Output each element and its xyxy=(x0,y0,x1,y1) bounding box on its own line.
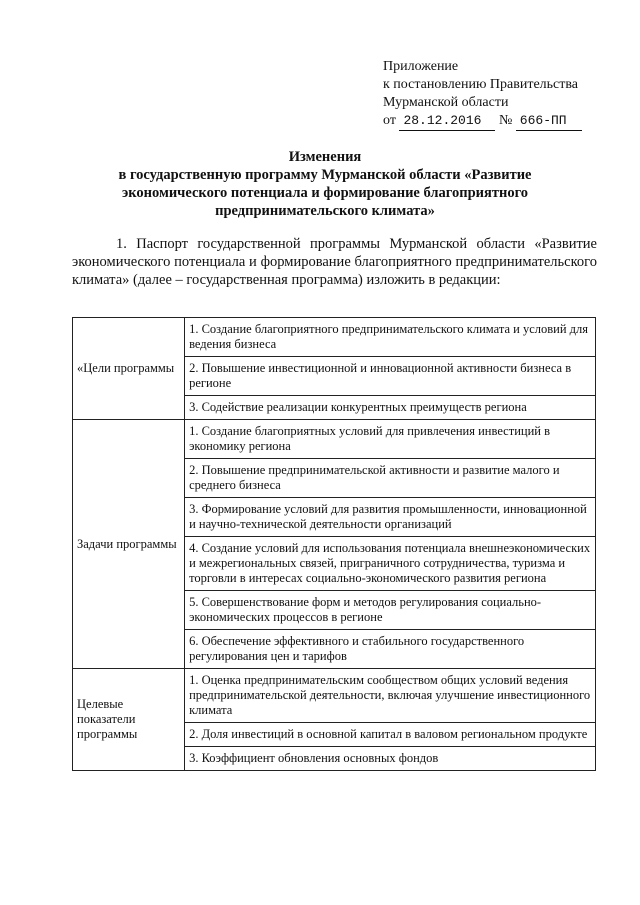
table-row xyxy=(73,420,596,459)
document-title xyxy=(90,148,560,220)
title-line-2: в государственную программу Мурманской области «Развитие xyxy=(118,167,532,183)
goal-item-1: 1. Создание благоприятного предпринимательского климата и условий для ведения бизнеса xyxy=(185,318,596,357)
intro-text: 1. Паспорт государственной программы Мурманской области «Развитие экономического потенциала и формирование благоприятного предпринимательского климата» (далее – государственная программа) изложить в редакции: xyxy=(72,236,597,288)
program-passport-table xyxy=(72,317,596,771)
table-row xyxy=(73,669,596,723)
table-row xyxy=(73,318,596,357)
indicator-item-1: 1. Оценка предпринимательским сообществом общих условий ведения предпринимательской деятельности, включая улучшение инвестиционного климата xyxy=(185,669,596,723)
resolution-date: 28.12.2016 xyxy=(399,112,495,131)
appendix-line-3: Мурманской области xyxy=(383,95,509,110)
task-item-5: 5. Совершенствование форм и методов регулирования социально-экономических процессов в регионе xyxy=(185,591,596,630)
appendix-line-2: к постановлению Правительства xyxy=(383,77,579,92)
task-item-6: 6. Обеспечение эффективного и стабильного государственного регулирования цен и тарифов xyxy=(185,630,596,669)
appendix-block xyxy=(383,58,582,131)
indicator-item-2: 2. Доля инвестиций в основной капитал в валовом региональном продукте xyxy=(185,723,596,747)
title-line-3: экономического потенциала и формирование благоприятного xyxy=(121,185,529,201)
number-label: № xyxy=(498,113,513,128)
indicator-item-3: 3. Коэффициент обновления основных фондов xyxy=(185,747,596,771)
appendix-date-number-line xyxy=(383,112,582,131)
from-label: от xyxy=(383,113,396,128)
indicators-label: Целевые показатели программы xyxy=(73,669,185,771)
goal-item-2: 2. Повышение инвестиционной и инновационной активности бизнеса в регионе xyxy=(185,357,596,396)
task-item-1: 1. Создание благоприятных условий для привлечения инвестиций в экономику региона xyxy=(185,420,596,459)
task-item-4: 4. Создание условий для использования потенциала внешнеэкономических и межрегиональных связей, приграничного сотрудничества, туризма и торговли в интересах социально-экономического развития региона xyxy=(185,537,596,591)
appendix-line-1: Приложение xyxy=(383,59,459,74)
goal-item-3: 3. Содействие реализации конкурентных преимуществ региона xyxy=(185,396,596,420)
tasks-label: Задачи программы xyxy=(73,420,185,669)
intro-paragraph xyxy=(72,235,597,289)
title-line-4: предпринимательского климата» xyxy=(215,203,435,219)
task-item-3: 3. Формирование условий для развития промышленности, инновационной и научно-технической деятельности организаций xyxy=(185,498,596,537)
goals-label: «Цели программы xyxy=(73,318,185,420)
task-item-2: 2. Повышение предпринимательской активности и развитие малого и среднего бизнеса xyxy=(185,459,596,498)
title-line-1: Изменения xyxy=(288,149,362,165)
resolution-number: 666-ПП xyxy=(516,112,582,131)
